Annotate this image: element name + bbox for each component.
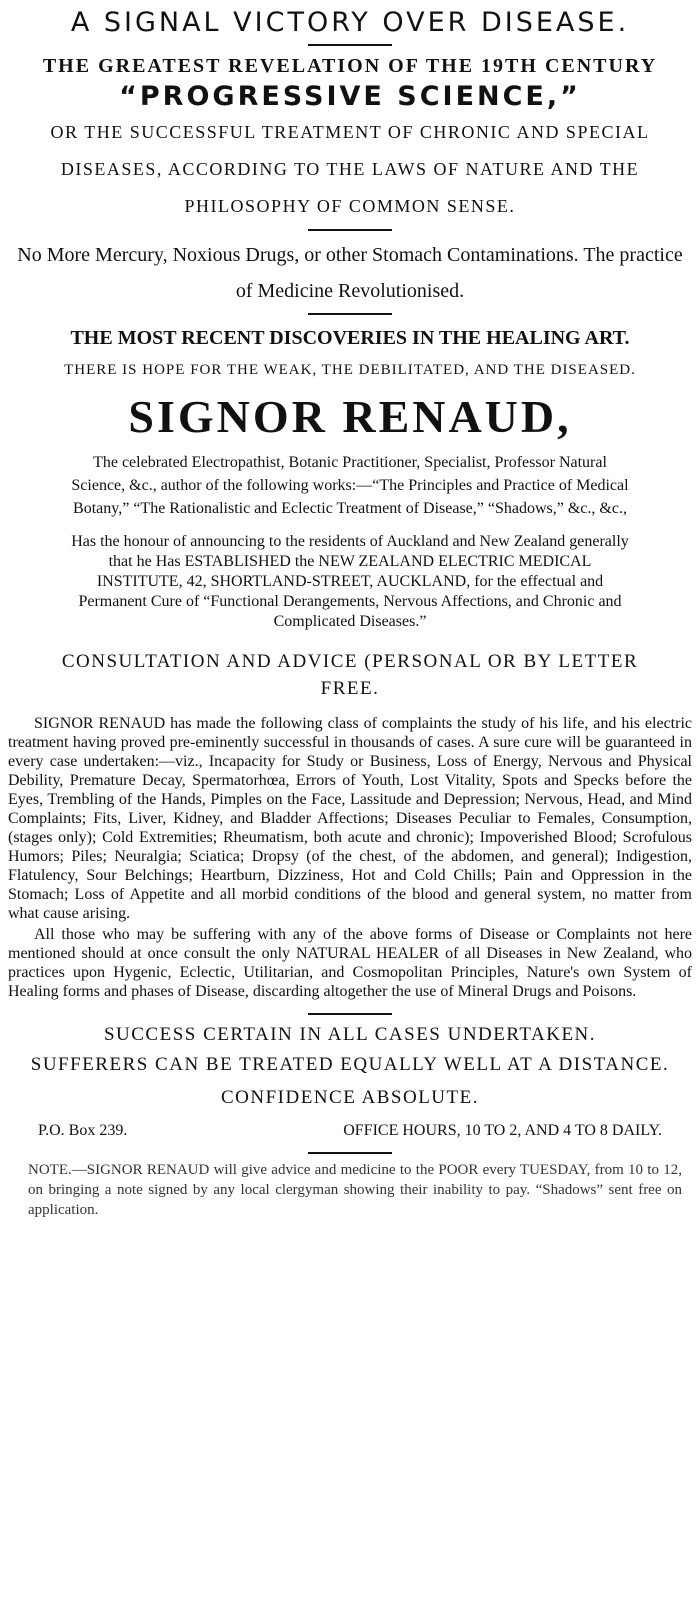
- divider: [308, 44, 392, 46]
- divider: [308, 1013, 392, 1015]
- credentials-text: The celebrated Electropathist, Botanic Practitioner, Specialist, Professor Natural Science, &c., author of the following works:—“The Principles and Practice of Medical Botany,” “The Rationalistic and Eclectic Treatment of Disease,” “Shadows,” &c., &c.,: [71, 454, 629, 517]
- success-line: SUCCESS CERTAIN IN ALL CASES UNDERTAKEN.: [103, 1024, 597, 1045]
- revelation-line: THE GREATEST REVELATION OF THE 19TH CENTURY: [42, 55, 658, 77]
- note-paragraph: NOTE.—SIGNOR RENAUD will give advice and medicine to the POOR every TUESDAY, from 10 to 12, on bringing a note signed by any local clergyman showing their inability to pay. “Shadows” sent free on application.: [28, 1162, 682, 1218]
- contact-row: [8, 1120, 692, 1142]
- natural-healer-paragraph: All those who may be suffering with any of the above forms of Disease or Complaints not here mentioned should at once consult the only NATURAL HEALER of all Diseases in New Zealand, who practices upon Hygenic, Eclectic, Utilitarian, and Cosmopolitan Principles, Nature's own System of Healing forms and phases of Disease, discarding altogether the use of Mineral Drugs and Poisons.: [8, 926, 692, 1000]
- announcement-text: Has the honour of announcing to the residents of Auckland and New Zealand generally that he Has ESTABLISHED the NEW ZEALAND ELECTRIC MEDICAL INSTITUTE, 42, SHORTLAND-STREET, AUCKLAND, for the effectual and Permanent Cure of “Functional Derangements, Nervous Affections, and Chronic and Complicated Diseases.”: [71, 533, 629, 630]
- distance-line: SUFFERERS CAN BE TREATED EQUALLY WELL AT A DISTANCE. CONFIDENCE ABSOLUTE.: [30, 1054, 670, 1108]
- practitioner-name: SIGNOR RENAUD,: [128, 391, 572, 442]
- divider: [308, 229, 392, 231]
- consultation-line: CONSULTATION AND ADVICE (PERSONAL OR BY LETTER FREE.: [61, 651, 639, 699]
- no-mercury-text: No More Mercury, Noxious Drugs, or other Stomach Contaminations. The practice of Medicine Revolutionised.: [17, 244, 683, 302]
- treatment-text: OR THE SUCCESSFUL TREATMENT OF CHRONIC AND SPECIAL DISEASES, ACCORDING TO THE LAWS OF NATURE AND THE PHILOSOPHY OF COMMON SENSE.: [50, 122, 650, 216]
- hope-line: THERE IS HOPE FOR THE WEAK, THE DEBILITATED, AND THE DISEASED.: [64, 362, 636, 378]
- complaints-paragraph: SIGNOR RENAUD has made the following class of complaints the study of his life, and his electric treatment having proved pre-eminently successful in thousands of cases. A sure cure will be guaranteed in every case undertaken:—viz., Incapacity for Study or Business, Loss of Energy, Nervous and Physical Debility, Premature Decay, Spermatorhœa, Errors of Youth, Lost Vitality, Spots and Specks before the Eyes, Trembling of the Hands, Pimples on the Face, Lassitude and Depression; Nervous, Head, and Mind Complaints; Fits, Liver, Kidney, and Bladder Affections; Diseases Peculiar to Females, Consumption, (stages only); Cold Extremities; Rheumatism, both acute and chronic); Impoverished Blood; Scrofulous Humors; Piles; Neuralgia; Sciatica; Dropsy (of the chest, of the abdomen, and general); Indigestion, Flatulency, Sour Belchings; Heartburn, Dizziness, Hot and Cold Chills; Pain and Oppression in the Stomach; Loss of Appetite and all morbid conditions of the blood and general system, no matter from what cause arising.: [8, 715, 692, 922]
- divider: [308, 1152, 392, 1154]
- headline: A SIGNAL VICTORY OVER DISEASE.: [70, 7, 630, 38]
- po-box: P.O. Box 239.: [38, 1122, 128, 1139]
- recent-discoveries: THE MOST RECENT DISCOVERIES IN THE HEALING ART.: [70, 327, 630, 349]
- office-hours: OFFICE HOURS, 10 TO 2, AND 4 TO 8 DAILY.: [343, 1122, 662, 1139]
- divider: [308, 313, 392, 315]
- progressive-science-title: “PROGRESSIVE SCIENCE,”: [119, 81, 581, 112]
- advertisement: [0, 6, 700, 1614]
